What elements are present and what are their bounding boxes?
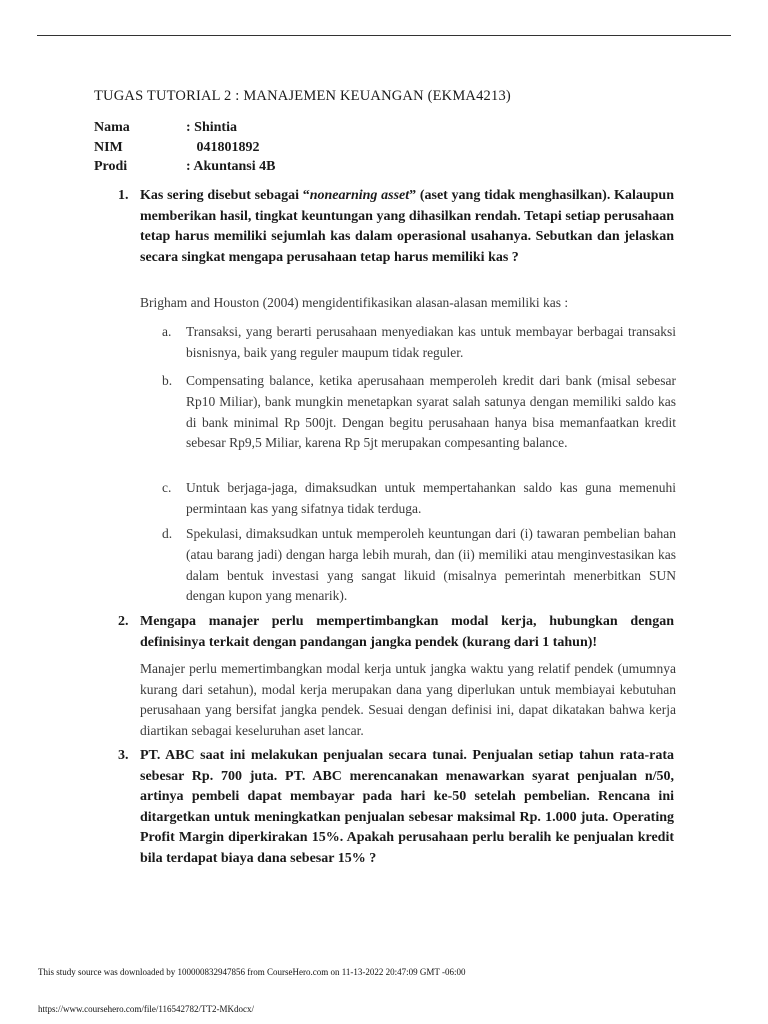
question-emphasis: nonearning asset [309, 188, 410, 203]
info-row-prodi [94, 159, 275, 175]
item-text: Spekulasi, dimaksudkan untuk memperoleh keuntungan dari (i) tawaran pembelian bahan (atau barang jadi) dengan harga lebih murah, dan (ii) memiliki atau menginvestasikan kas dalam bentuk investasi yang sangat likuid (misalnya pemerintah menerbitkan SUN dengan kupon yang menarik). [186, 526, 676, 604]
question-number: 1. [118, 188, 129, 203]
info-label: Prodi [94, 159, 128, 174]
answer-1-intro: Brigham and Houston (2004) mengidentifikasikan alasan-alasan memiliki kas : [140, 295, 569, 310]
item-marker: b. [162, 373, 173, 388]
question-number: 2. [118, 614, 129, 629]
answer-1-item-d [162, 524, 676, 607]
info-label: Nama [94, 120, 130, 135]
question-3 [118, 746, 674, 869]
answer-1-item-a [162, 322, 676, 364]
item-text: Transaksi, yang berarti perusahaan menyediakan kas untuk membayar berbagai transaksi bisnisnya, baik yang reguler maupum tidak reguler. [186, 324, 676, 360]
top-rule [37, 35, 731, 36]
info-value: : Akuntansi 4B [186, 159, 276, 174]
item-marker: a. [162, 324, 172, 339]
question-text [140, 186, 674, 268]
info-row-nama [94, 120, 237, 136]
question-2 [118, 612, 674, 653]
source-url-link[interactable]: https://www.coursehero.com/file/116542782/TT2-MKdocx/ [38, 1004, 255, 1014]
info-value: 041801892 [186, 140, 260, 155]
info-label: NIM [94, 140, 123, 155]
item-text: Untuk berjaga-jaga, dimaksudkan untuk mempertahankan saldo kas guna memenuhi permintaan kas yang sifatnya tidak terduga. [186, 480, 676, 516]
question-text-part: Kas sering disebut sebagai “ [140, 188, 310, 203]
question-text: PT. ABC saat ini melakukan penjualan secara tunai. Penjualan setiap tahun rata-rata sebesar Rp. 700 juta. PT. ABC merencanakan menawarkan syarat penjualan n/50, artinya pembeli dapat membayar pada hari ke-50 setelah pembelian. Rencana ini ditargetkan untuk meningkatkan penjualan sebesar maksimal Rp. 1.000 juta. Operating Profit Margin diperkirakan 15%. Apakah perusahaan perlu beralih ke penjualan kredit bila terdapat biaya dana sebesar 15% ? [140, 748, 674, 866]
info-row-nim [94, 140, 260, 156]
question-1 [118, 186, 674, 268]
question-number: 3. [118, 748, 129, 763]
question-text-part: ” (aset yang tidak menghasilkan). Kalaupun memberikan hasil, tingkat keuntungan yang dihasilkan rendah. Tetapi setiap perusahaan tetap harus memiliki sejumlah kas dalam operasional usahanya. Sebutkan dan jelaskan secara singkat mengapa perusahaan tetap harus memiliki kas ? [140, 188, 674, 265]
item-marker: c. [162, 480, 172, 495]
answer-2: Manajer perlu memertimbangkan modal kerja untuk jangka waktu yang relatif pendek (umumnya kurang dari setahun), modal kerja merupakan dana yang diperlukan untuk membiayai kebutuhan perusahaan yang bersifat jangka pendek. Sesuai dengan definisi ini, dapat dikatakan bahwa kerja diartikan sebagai keseluruhan aset lancar. [140, 661, 676, 738]
source-notice: This study source was downloaded by 100000832947856 from CourseHero.com on 11-13-2022 20:47:09 GMT -06:00 [38, 967, 466, 977]
question-text: Mengapa manajer perlu mempertimbangkan modal kerja, hubungkan dengan definisinya terkait dengan pandangan jangka pendek (kurang dari 1 tahun)! [140, 614, 674, 650]
answer-1-item-b [162, 371, 676, 454]
info-value: : Shintia [186, 120, 237, 135]
answer-1-item-c [162, 478, 676, 520]
item-text: Compensating balance, ketika aperusahaan memperoleh kredit dari bank (misal sebesar Rp10 Miliar), bank mungkin menetapkan syarat salah satunya dengan memiliki saldo kas di bank minimal Rp 500jt. Dengan begitu perusahaan hanya bisa memanfaatkan kredit sebesar Rp9,5 Miliar, karena Rp 5jt merupakan compesanting balance. [186, 373, 676, 451]
document-title: TUGAS TUTORIAL 2 : MANAJEMEN KEUANGAN (EKMA4213) [94, 88, 511, 104]
item-marker: d. [162, 526, 173, 541]
